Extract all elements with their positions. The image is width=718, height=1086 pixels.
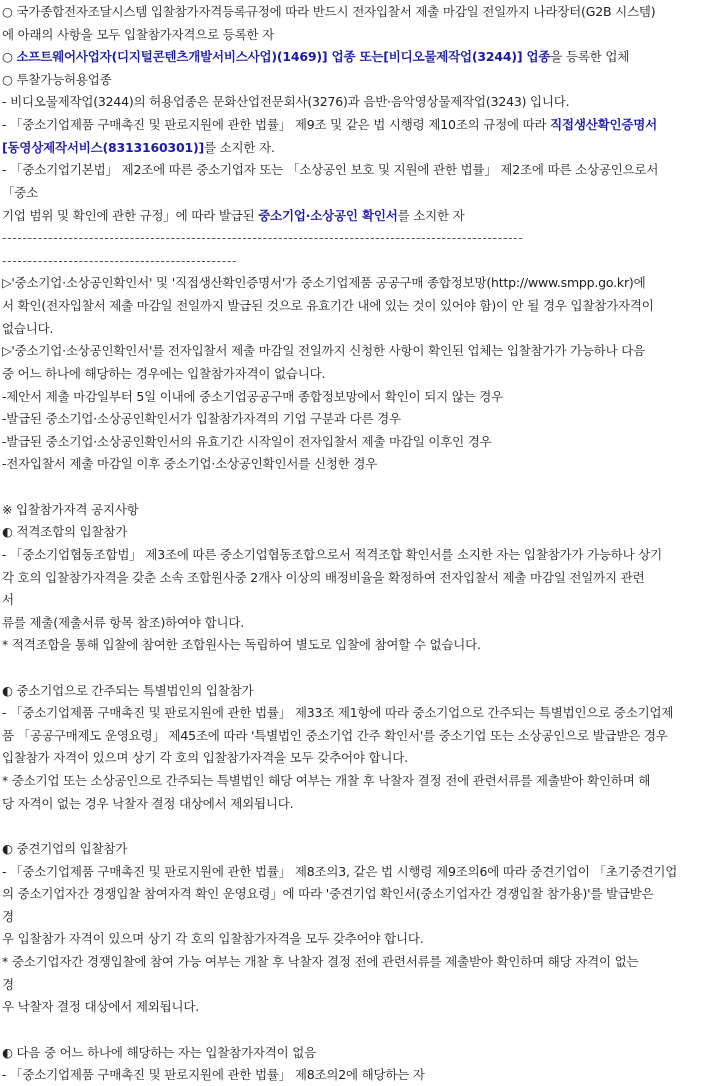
document-line: ◐ 중소기업으로 간주되는 특별법인의 입찰참가 xyxy=(2,682,254,698)
document-line xyxy=(2,476,718,498)
highlighted-requirement: [동영상제작서비스(8313160301)] xyxy=(2,139,205,155)
document-line: * 적격조합을 통해 입찰에 참여한 조합원사는 독립하여 별도로 입찰에 참여할 수 없습니다. xyxy=(2,637,481,653)
document-line: * 중소기업 또는 소상공인으로 간주되는 특별법인 해당 여부는 개찰 후 낙찰자 결정 전에 관련서류를 제출받아 확인하며 해 xyxy=(2,773,651,789)
document-line: 류를 제출(제출서류 항목 참조)하여야 합니다. xyxy=(2,614,244,630)
document-line: 서 확인(전자입찰서 제출 마감일 전일까지 발급된 것으로 유효기간 내에 있는 것이 있어야 함)이 안 될 경우 입찰참가자격이 xyxy=(2,298,654,314)
document-line: ◐ 다음 중 어느 하나에 해당하는 자는 입찰참가자격이 없음 xyxy=(2,1044,317,1060)
line-text: 를 소지한 자 xyxy=(397,207,465,223)
document-line: -발급된 중소기업·소상공인확인서가 입찰참가자격의 기업 구분과 다른 경우 xyxy=(2,411,401,427)
document-line: ○ 국가종합전자조달시스템 입찰참가자격등록규정에 따라 반드시 전자입찰서 제출 마감일 전일까지 나라장터(G2B 시스템) xyxy=(2,4,656,19)
document-line: 입찰참가 자격이 있으며 상기 각 호의 입찰참가자격을 모두 갖추어야 합니다. xyxy=(2,750,408,766)
document-line: 중 어느 하나에 해당하는 경우에는 입찰참가자격이 없습니다. xyxy=(2,365,326,381)
line-text: 를 소지한 자. xyxy=(204,139,275,155)
document-line xyxy=(2,137,718,159)
document-line: - 「중소기업제품 구매촉진 및 판로지원에 관한 법률」 제8조의2에 해당하는 자 xyxy=(2,1067,425,1083)
highlighted-requirement: 직접생산확인증명서 xyxy=(550,117,658,133)
line-text: ○ xyxy=(2,49,17,65)
document-line: ▷'중소기업·소상공인확인서' 및 '직접생산확인증명서'가 중소기업제품 공공구매 종합정보망(http://www.smpp.go.kr)에 xyxy=(2,275,646,291)
document-line: 우 낙찰자 결정 대상에서 제외됩니다. xyxy=(2,999,199,1015)
document-line: 경 xyxy=(2,908,14,924)
document-line: ------------------------------------------------------------------------------------------------------ xyxy=(2,230,524,246)
document-line: -발급된 중소기업·소상공인확인서의 유효기간 시작일이 전자입찰서 제출 마감일 이후인 경우 xyxy=(2,433,492,449)
document-line xyxy=(2,815,718,837)
document-line: - 「중소기업협동조합법」 제3조에 따른 중소기업협동조합으로서 적격조합 확인서를 소지한 자는 입찰참가가 가능하나 상기 xyxy=(2,546,663,562)
document-line: ---------------------------------------------- xyxy=(2,252,238,268)
document-line: ◐ 중견기업의 입찰참가 xyxy=(2,840,128,856)
document-line: 각 호의 입찰참가자격을 갖춘 소속 조합원사중 2개사 이상의 배정비율을 확정하여 전자입찰서 제출 마감일 전일까지 관련 xyxy=(2,569,645,585)
document-line: ◐ 적격조합의 입찰참가 xyxy=(2,524,128,540)
document-line: 에 아래의 사항을 모두 입찰참가자격으로 등록한 자 xyxy=(2,26,275,42)
document-line: 서 xyxy=(2,592,14,608)
line-text: 기업 범위 및 확인에 관한 규정」에 따라 발급된 xyxy=(2,207,259,223)
document-line xyxy=(2,205,718,227)
document-line: - 「중소기업제품 구매촉진 및 판로지원에 관한 법률」 제33조 제1항에 따라 중소기업으로 간주되는 특별법인으로 중소기업제 xyxy=(2,705,674,721)
document-line: -전자입찰서 제출 마감일 이후 중소기업·소상공인확인서를 신청한 경우 xyxy=(2,456,378,472)
document-line: -제안서 제출 마감일부터 5일 이내에 중소기업공공구매 종합정보망에서 확인이 되지 않는 경우 xyxy=(2,388,504,404)
document-line: ○ 투찰가능허용업종 xyxy=(2,71,112,87)
document-line: 의 중소기업자간 경쟁입찰 참여자격 확인 운영요령」에 따라 '중견기업 확인서(중소기업자간 경쟁입찰 참가용)'를 발급받은 xyxy=(2,886,654,902)
highlighted-requirement: 중소기업·소상공인 확인서 xyxy=(258,207,398,223)
document-line: - 「중소기업제품 구매촉진 및 판로지원에 관한 법률」 제8조의3, 같은 법 시행령 제9조의6에 따라 중견기업이 「초기중견기업 xyxy=(2,863,678,879)
line-text: 을 등록한 업체 xyxy=(550,49,630,65)
highlighted-requirement: 소프트웨어사업자(디지털콘텐츠개발서비스사업)(1469)] 업종 또는[비디오물제작업(3244)] 업종 xyxy=(16,49,551,65)
document-line xyxy=(2,657,718,679)
document-line: - 비디오물제작업(3244)의 허용업종은 문화산업전문회사(3276)과 음반·음악영상물제작업(3243) 입니다. xyxy=(2,94,570,110)
document-line: ▷'중소기업·소상공인확인서'를 전자입찰서 제출 마감일 전일까지 신청한 사항이 확인된 업체는 입찰참가가 가능하나 다음 xyxy=(2,343,646,359)
line-text: - 「중소기업제품 구매촉진 및 판로지원에 관한 법률」 제9조 및 같은 법 시행령 제10조의 규정에 따라 xyxy=(2,117,551,133)
document-line: * 중소기업자간 경쟁입찰에 참여 가능 여부는 개찰 후 낙찰자 결정 전에 관련서류를 제출받아 확인하며 해당 자격이 없는 xyxy=(2,954,639,970)
document-line: - 「중소기업기본법」 제2조에 따른 중소기업자 또는 「소상공인 보호 및 지원에 관한 법률」 제2조에 따른 소상공인으로서 xyxy=(2,162,659,178)
document-line xyxy=(2,1019,718,1041)
document-line: 경 xyxy=(2,976,14,992)
document-line: ※ 입찰참가자격 공지사항 xyxy=(2,501,139,517)
document-line xyxy=(2,114,718,136)
document-line: 없습니다. xyxy=(2,320,54,336)
document-line: 우 입찰참가 자격이 있으며 상기 각 호의 입찰참가자격을 모두 갖추어야 합니다. xyxy=(2,931,424,947)
document-line: 당 자격이 없는 경우 낙찰자 결정 대상에서 제외됩니다. xyxy=(2,795,294,811)
document-line xyxy=(2,46,718,68)
document-line: 품 「공공구매제도 운영요령」 제45조에 따라 '특별법인 중소기업 간주 확인서'를 중소기업 또는 소상공인으로 발급받은 경우 xyxy=(2,727,668,743)
document-line: 「중소 xyxy=(2,184,39,200)
